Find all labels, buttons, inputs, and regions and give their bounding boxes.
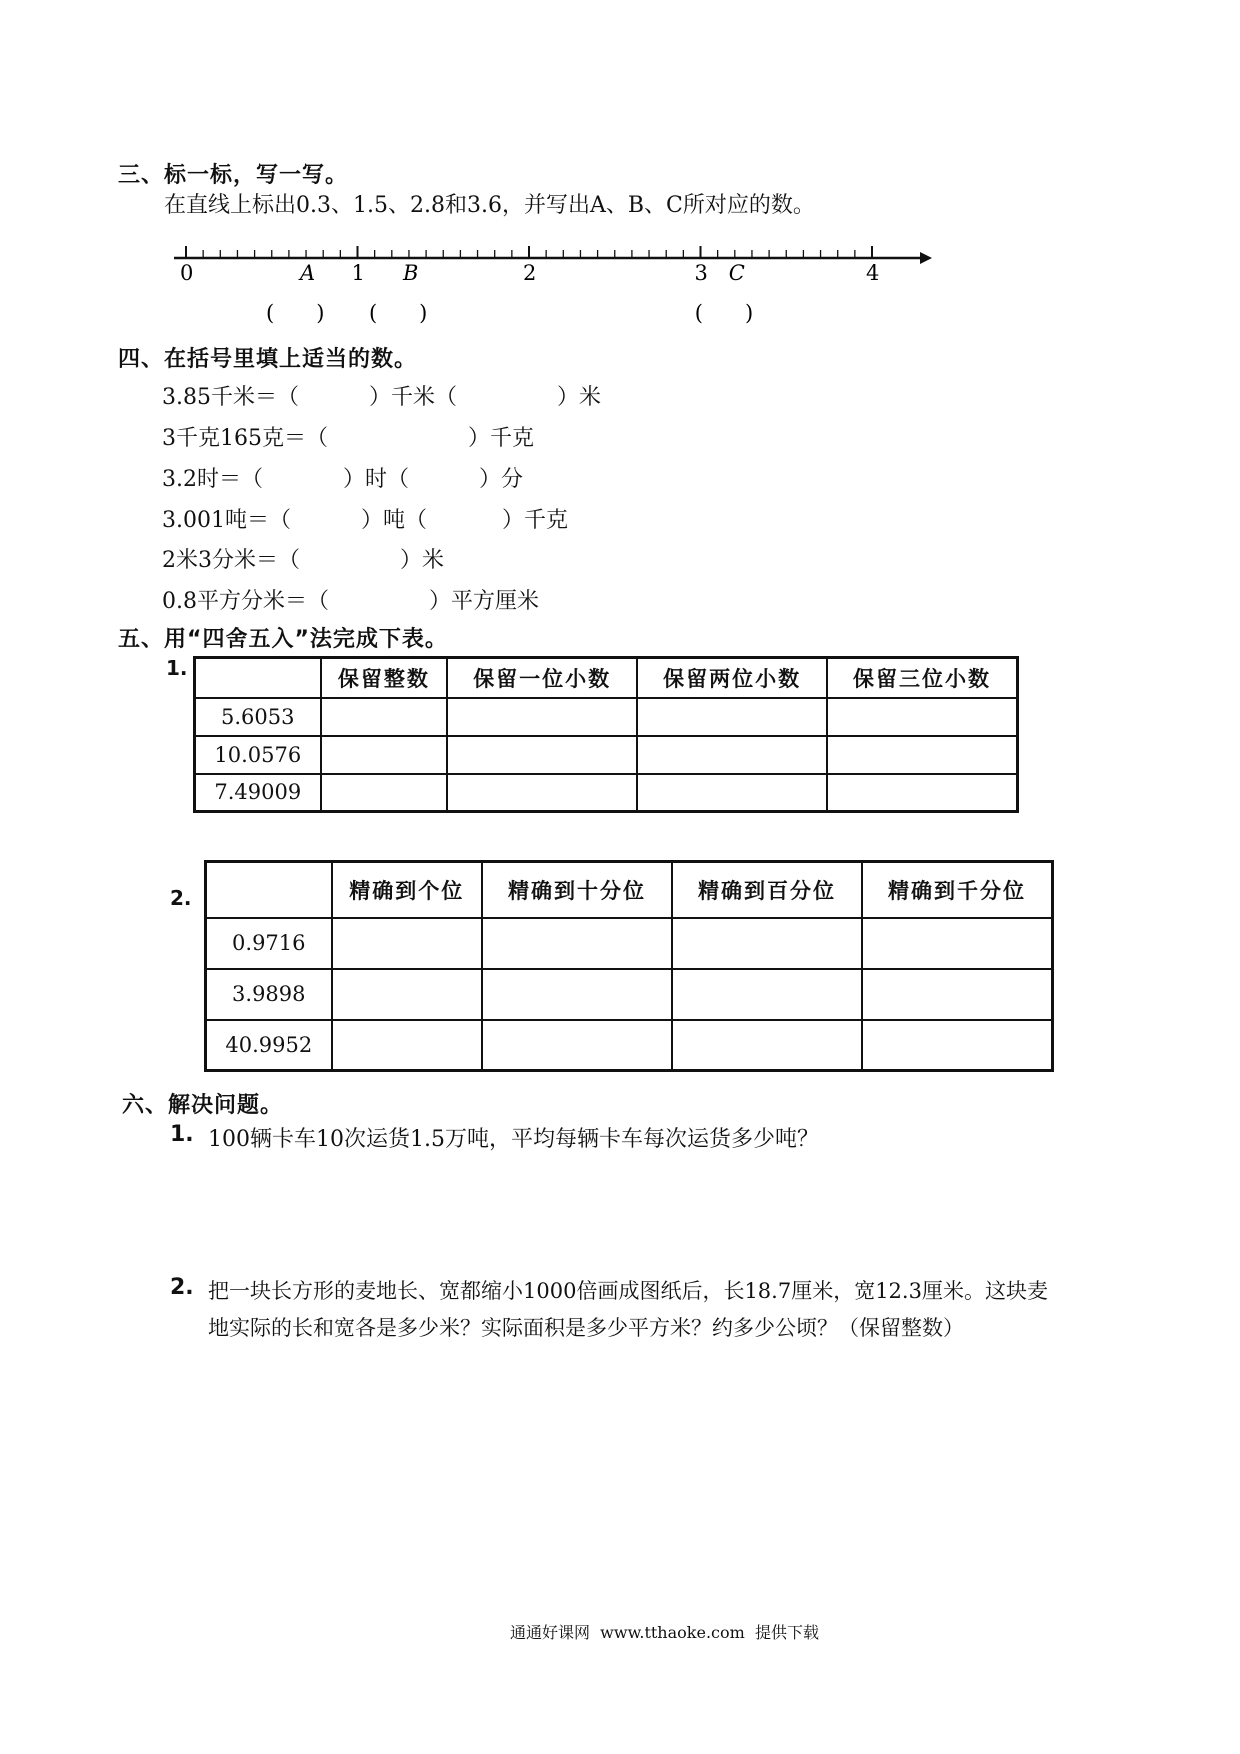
table-2-label: 2. (170, 886, 192, 910)
table-2-cell[interactable] (672, 1020, 862, 1071)
table-row (195, 774, 1018, 812)
fill-line-2-part-1: 3千克165克＝（ (162, 426, 328, 451)
problem-2-text-line-2: 地实际的长和宽各是多少米？实际面积是多少平方米？约多少公顷？（保留整数） (208, 1316, 964, 1340)
section-5-title: 五、用“四舍五入”法完成下表。 (118, 627, 448, 652)
fill-line-3-part-3: ）分 (479, 467, 524, 492)
fill-line-4-part-3: ）千克 (502, 508, 569, 533)
problem-1-number: 1. (170, 1122, 194, 1147)
table-1-row-3-value: 7.49009 (195, 774, 321, 812)
table-2-cell[interactable] (862, 969, 1053, 1020)
number-line-label-3: 3 (694, 261, 708, 285)
fill-line-4-part-1: 3.001吨＝（ (162, 508, 291, 533)
table-1-cell[interactable] (637, 736, 827, 774)
fill-line-3 (162, 462, 523, 493)
table-2-cell[interactable] (482, 918, 672, 969)
number-line-blank-C[interactable]: ( ) (694, 301, 754, 325)
number-line-ticks (186, 246, 872, 258)
number-line-label-2: 2 (523, 261, 537, 285)
table-row (206, 1020, 1053, 1071)
table-1-cell[interactable] (827, 774, 1017, 812)
table-2-cell[interactable] (332, 1020, 482, 1071)
fill-line-2 (162, 421, 534, 452)
fill-line-4-part-2: ）吨（ (360, 508, 427, 533)
fill-line-6-part-2: ）平方厘米 (429, 589, 540, 614)
table-2-header-2: 精确到十分位 (482, 862, 672, 918)
table-2-cell[interactable] (672, 918, 862, 969)
table-row (195, 736, 1018, 774)
section-3-title: 三、标一标，写一写。 (118, 163, 349, 188)
table-1-cell[interactable] (447, 736, 637, 774)
number-line-labels (180, 261, 879, 325)
table-1-label: 1. (166, 656, 188, 680)
table-1-cell[interactable] (447, 698, 637, 736)
section-4-title: 四、在括号里填上适当的数。 (118, 347, 418, 372)
table-2-header-1: 精确到个位 (332, 862, 482, 918)
number-line-label-1: 1 (351, 261, 365, 285)
table-2-corner (206, 862, 332, 918)
table-2-cell[interactable] (672, 969, 862, 1020)
table-1-header-3: 保留两位小数 (637, 658, 827, 698)
fill-line-1 (162, 380, 601, 411)
table-2-cell[interactable] (862, 918, 1053, 969)
fill-line-6-part-1: 0.8平方分米＝（ (162, 589, 329, 614)
fill-line-5-part-1: 2米3分米＝（ (162, 548, 300, 573)
number-line-arrow (920, 252, 932, 264)
table-1-header-2: 保留一位小数 (447, 658, 637, 698)
fill-line-6 (162, 584, 539, 615)
section-3-instruction: 在直线上标出0.3、1.5、2.8和3.6，并写出A、B、C所对应的数。 (164, 193, 815, 218)
table-1-cell[interactable] (321, 698, 448, 736)
table-2-cell[interactable] (332, 969, 482, 1020)
fill-line-1-part-3: ）米 (557, 385, 602, 410)
problem-1-text: 100辆卡车10次运货1.5万吨，平均每辆卡车每次运货多少吨？ (208, 1127, 819, 1152)
table-2-cell[interactable] (332, 918, 482, 969)
table-2-row-1-value: 0.9716 (206, 918, 332, 969)
number-line-point-A: A (300, 261, 316, 285)
section-6-title: 六、解决问题。 (122, 1093, 284, 1118)
fill-line-1-part-1: 3.85千米＝（ (162, 385, 299, 410)
table-1-cell[interactable] (637, 774, 827, 812)
table-1-cell[interactable] (447, 774, 637, 812)
table-2-header-4: 精确到千分位 (862, 862, 1053, 918)
number-line-point-C: C (728, 261, 745, 285)
table-2-cell[interactable] (862, 1020, 1053, 1071)
table-1-row-2-value: 10.0576 (195, 736, 321, 774)
table-1-header-4: 保留三位小数 (827, 658, 1017, 698)
table-1-cell[interactable] (637, 698, 827, 736)
problem-2-number: 2. (170, 1275, 194, 1300)
table-row (206, 862, 1053, 918)
table-2-cell[interactable] (482, 1020, 672, 1071)
table-2-row-3-value: 40.9952 (206, 1020, 332, 1071)
number-line-label-0: 0 (180, 261, 194, 285)
rounding-table-1 (193, 656, 1019, 813)
fill-line-3-part-2: ）时（ (343, 467, 410, 492)
table-2-cell[interactable] (482, 969, 672, 1020)
table-row (195, 698, 1018, 736)
table-1-header-1: 保留整数 (321, 658, 448, 698)
table-row (206, 969, 1053, 1020)
table-1-corner (195, 658, 321, 698)
table-row (206, 918, 1053, 969)
table-1-cell[interactable] (321, 736, 448, 774)
table-row (195, 658, 1018, 698)
table-1-cell[interactable] (827, 736, 1017, 774)
number-line (160, 240, 940, 340)
number-line-blank-B[interactable]: ( ) (368, 301, 428, 325)
number-line-label-4: 4 (866, 261, 880, 285)
table-1-cell[interactable] (827, 698, 1017, 736)
number-line-point-B: B (402, 261, 419, 285)
fill-line-2-part-2: ）千克 (468, 426, 535, 451)
fill-line-5-part-2: ）米 (400, 548, 445, 573)
table-1-cell[interactable] (321, 774, 448, 812)
table-2-header-3: 精确到百分位 (672, 862, 862, 918)
problem-2-text-line-1: 把一块长方形的麦地长、宽都缩小1000倍画成图纸后，长18.7厘米，宽12.3厘米。这块麦 (208, 1279, 1048, 1303)
number-line-blank-A[interactable]: ( ) (266, 301, 325, 325)
table-2-row-2-value: 3.9898 (206, 969, 332, 1020)
table-1-row-1-value: 5.6053 (195, 698, 321, 736)
fill-line-5 (162, 543, 444, 574)
fill-line-4 (162, 503, 568, 534)
fill-line-3-part-1: 3.2时＝（ (162, 467, 263, 492)
rounding-table-2 (204, 860, 1054, 1072)
fill-line-1-part-2: ）千米（ (369, 385, 458, 410)
footer-text: 通通好课网 www.tthaoke.com 提供下载 (510, 1623, 819, 1642)
